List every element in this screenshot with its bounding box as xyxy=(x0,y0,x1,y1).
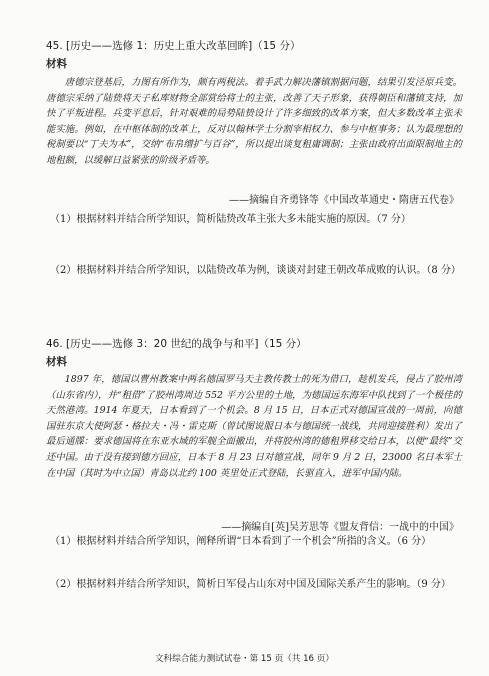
question-45-citation: ——摘编自齐勇锋等《中国改革通史・隋唐五代卷》 xyxy=(229,195,459,206)
question-45-part-1: （1）根据材料并结合所学知识，简析陆贽改革主张大多未能实施的原因。（7 分） xyxy=(50,214,411,225)
question-46-material-text xyxy=(46,372,462,481)
question-46-citation: ——摘编自[英]吴芳思等《盟友背信：一战中的中国》 xyxy=(221,522,459,533)
question-45-paragraph: 唐德宗登基后，力图有所作为，颇有两税法。着手武力解决藩镇割据问题，结果引发泾原兵变。唐德宗采纳了陆贽将天子私库财物全部赏给将士的主张，改善了天子形象，获得朝臣和藩镇支持，加快了平叛进程。兵变平息后，针对艰难的局势陆贽设计了许多细致的改革方案，但大多数改革主张未能实施。例如，在中枢体制的改革上，反对以翰林学士分割宰相权力、参与中枢事务；认为最理想的税制要以“丁夫为本”，交纳“布帛缯扩与百谷”，所以提出谈复租庸调制；主张由政府出面限制地主的地租额，以缓解日益紧张的阶级矛盾等。 xyxy=(46,77,462,166)
question-46-part-2: （2）根据材料并结合所学知识，简析日军侵占山东对中国及国际关系产生的影响。（9 分） xyxy=(50,579,451,590)
question-46-part-1: （1）根据材料并结合所学知识，阐释所谓“日本看到了一个机会”所指的含义。（6 分） xyxy=(50,536,432,547)
question-45-material-text xyxy=(46,75,462,169)
question-46-paragraph: 1897 年，德国以曹州教案中两名德国罗马天主教传教士的死为借口，趁机发兵，侵占了胶州湾（山东省内），并“租借”了胶州湾周边 552 平方公里的土地，为德国远东海军中队找到了一个极佳的天然港湾。1914 年夏天，日本看到了一个机会。8 月 15 日，日本正式对德国宣战的一周前，向德国驻东京大使阿瑟・格拉夫・冯・雷克斯（曾试图说服日本与德国统一战线，共同迎接胜利）发出了最后通牒：要求德国将在东亚水域的军舰全面撤出，并将胶州湾的德租界移交给日本，以便“最终”交还中国。由于没有接到德方回应，日本于 8 月 23 日对德宣战，同年 9 月 2 日，23000 名日本军士在中国（其时为中立国）青岛以北约 100 英里处正式登陆，长驱直入，进军中国内陆。 xyxy=(46,374,462,479)
question-46-title: 46. [历史——选修 3：20 世纪的战争与和平]（15 分） xyxy=(46,338,307,350)
question-45-material-label: 材料 xyxy=(46,58,67,70)
page-footer: 文科综合能力测试试卷・第 15 页（共 16 页） xyxy=(155,654,334,664)
question-45-part-2: （2）根据材料并结合所学知识，以陆贽改革为例，谈谈对封建王朝改革成败的认识。（8 分） xyxy=(50,265,461,276)
question-46-material-label: 材料 xyxy=(46,356,67,368)
question-45-title: 45. [历史——选修 1：历史上重大改革回眸]（15 分） xyxy=(46,40,301,52)
